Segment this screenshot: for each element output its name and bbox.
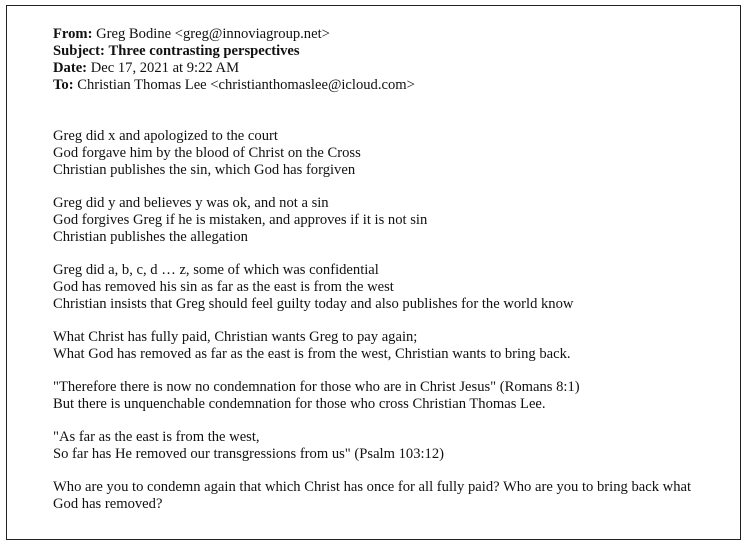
from-line [53,26,713,43]
body-line: Christian insists that Greg should feel guilty today and also publishes for the world know [53,296,574,312]
document-page [6,5,741,540]
date-line [53,60,713,77]
from-value: Greg Bodine <greg@innoviagroup.net> [96,26,330,42]
to-value: Christian Thomas Lee <christianthomaslee@icloud.com> [77,77,415,93]
body-line: "Therefore there is now no condemnation for those who are in Christ Jesus" (Romans 8:1) [53,379,580,395]
body-line: God forgave him by the blood of Christ on the Cross [53,145,361,161]
email-document [53,26,713,529]
body-line: What Christ has fully paid, Christian wants Greg to pay again; [53,329,418,345]
from-label: From: [53,26,93,42]
body-line: Greg did a, b, c, d … z, some of which was confidential [53,262,379,278]
to-line [53,77,713,94]
body-line: Christian publishes the allegation [53,229,248,245]
paragraph-4 [53,329,713,363]
body-line: So far has He removed our transgressions from us" (Psalm 103:12) [53,446,445,462]
body-line: God has removed his sin as far as the east is from the west [53,279,394,295]
body-line: Christian publishes the sin, which God has forgiven [53,162,356,178]
email-header [53,26,713,94]
body-line: "As far as the east is from the west, [53,429,260,445]
paragraph-2 [53,195,713,246]
paragraph-6 [53,429,713,463]
body-line: Greg did y and believes y was ok, and not a sin [53,195,329,211]
paragraph-7 [53,479,713,513]
paragraph-5 [53,379,713,413]
subject-label: Subject: [53,43,105,59]
body-line: But there is unquenchable condemnation for those who cross Christian Thomas Lee. [53,396,546,412]
body-line: Greg did x and apologized to the court [53,128,278,144]
paragraph-1 [53,128,713,179]
date-value: Dec 17, 2021 at 9:22 AM [90,60,240,76]
email-body [53,128,713,513]
subject-line [53,43,713,60]
body-line: God forgives Greg if he is mistaken, and approves if it is not sin [53,212,428,228]
paragraph-3 [53,262,713,313]
to-label: To: [53,77,74,93]
body-line: What God has removed as far as the east is from the west, Christian wants to bring back. [53,346,571,362]
subject-value: Three contrasting perspectives [108,43,300,59]
date-label: Date: [53,60,88,76]
body-line: Who are you to condemn again that which Christ has once for all fully paid? Who are you to bring back what God has removed? [53,479,692,512]
